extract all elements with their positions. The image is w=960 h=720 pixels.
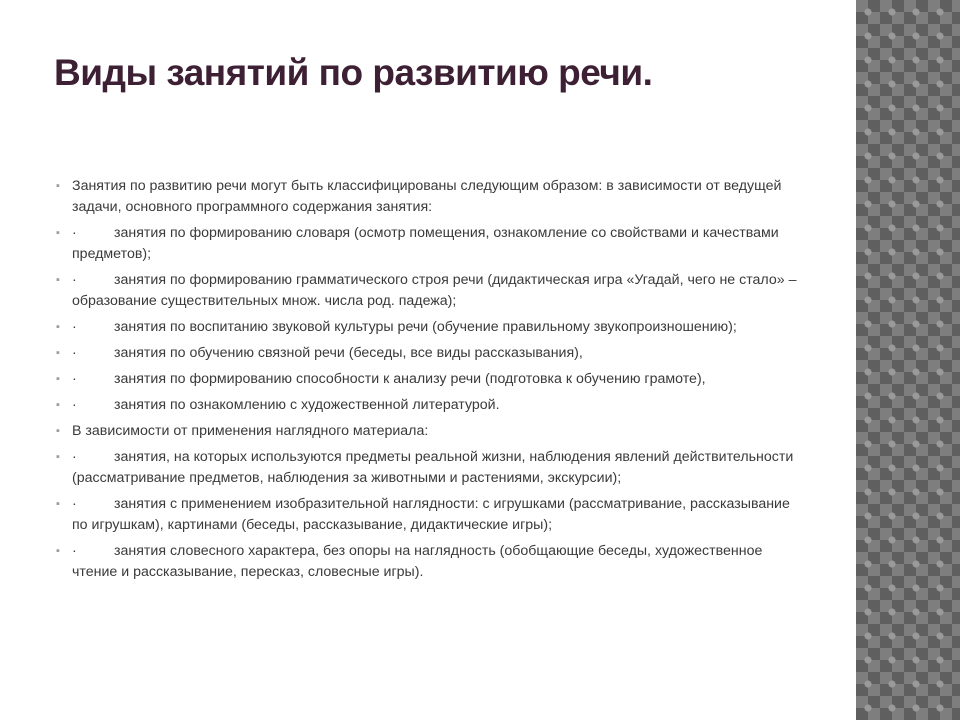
bullet-icon: ▪ [56,373,60,385]
paragraph-text: занятия по ознакомлению с художественной литературой. [114,397,500,413]
body-paragraph [56,541,802,583]
bullet-icon: ▪ [56,545,60,557]
body-paragraph [56,494,802,536]
dot-marker: · [72,397,77,413]
bullet-icon: ▪ [56,347,60,359]
paragraph-text: занятия с применением изобразительной наглядности: с игрушками (рассматривание, рассказывание по игрушкам), картинами (беседы, рассказывание, дидактические игры); [72,496,790,533]
bullet-icon: ▪ [56,274,60,286]
paragraph-text: занятия по формированию способности к анализу речи (подготовка к обучению грамоте), [114,371,706,387]
body-paragraph [56,395,802,416]
bullet-icon: ▪ [56,451,60,463]
body-paragraph [56,317,802,338]
slide-title: Виды занятий по развитию речи. [54,52,653,93]
paragraph-text: В зависимости от применения наглядного материала: [72,423,429,439]
slide-body-text [56,176,802,588]
bullet-icon: ▪ [56,180,60,192]
body-paragraph [56,270,802,312]
bullet-icon: ▪ [56,227,60,239]
body-paragraph [56,369,802,390]
dot-marker: · [72,319,77,335]
bullet-icon: ▪ [56,425,60,437]
bullet-icon: ▪ [56,399,60,411]
dot-marker: · [72,496,77,512]
bullet-icon: ▪ [56,498,60,510]
paragraph-text: занятия по формированию грамматического строя речи (дидактическая игра «Угадай, чего не стало» – образование существительных множ. числа род. падежа); [72,272,797,309]
dot-marker: · [72,371,77,387]
dot-marker: · [72,449,77,465]
body-paragraph [56,447,802,489]
paragraph-text: занятия словесного характера, без опоры на наглядность (обобщающие беседы, художественное чтение и рассказывание, пересказ, словесные игры). [72,543,763,580]
paragraph-text: занятия по воспитанию звуковой культуры речи (обучение правильному звукопроизношению); [114,319,737,335]
paragraph-text: занятия, на которых используются предметы реальной жизни, наблюдения явлений действительности (рассматривание предметов, наблюдения за животными и растениями, экскурсии); [72,449,794,486]
body-paragraph [56,343,802,364]
dot-marker: · [72,543,77,559]
paragraph-text: занятия по формированию словаря (осмотр помещения, ознакомление со свойствами и качествами предметов); [72,225,779,262]
paragraph-text: занятия по обучению связной речи (беседы, все виды рассказывания), [114,345,583,361]
body-paragraph [56,176,802,218]
body-paragraph [56,421,802,442]
bullet-icon: ▪ [56,321,60,333]
body-paragraph [56,223,802,265]
dot-marker: · [72,345,77,361]
dot-marker: · [72,272,77,288]
dot-marker: · [72,225,77,241]
decorative-side-panel [856,0,960,720]
paragraph-text: Занятия по развитию речи могут быть классифицированы следующим образом: в зависимости от ведущей задачи, основного программного содержания занятия: [72,178,782,215]
